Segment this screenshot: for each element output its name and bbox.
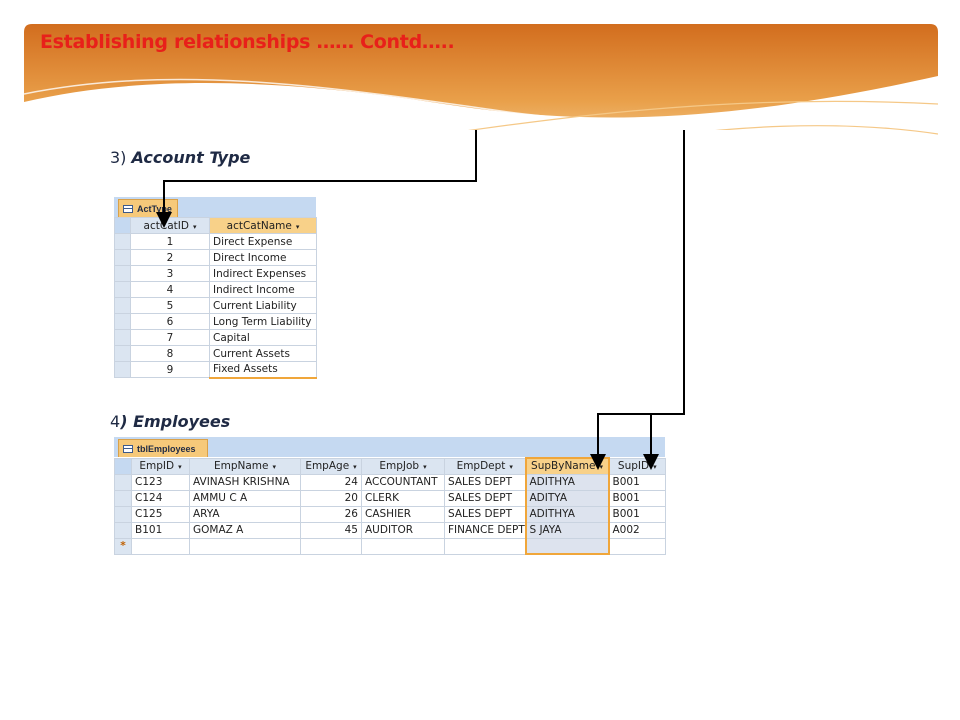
empage-cell[interactable]: 20 [301,490,362,506]
section-name: ) Employees [120,412,231,431]
slide-title: Establishing relationships …… Contd….. [40,31,455,53]
empdept-cell[interactable]: SALES DEPT [445,474,526,490]
actcatid-cell[interactable]: 3 [131,266,210,282]
column-header-empage[interactable]: EmpAge ▾ [301,458,362,474]
table-row[interactable] [115,490,666,506]
section-heading-employees [110,412,230,431]
table-row[interactable] [115,474,666,490]
table-row[interactable] [115,362,317,378]
tab-label: tblEmployees [137,443,196,454]
supid-cell[interactable]: A002 [609,522,666,538]
actcatname-cell[interactable]: Indirect Expenses [210,266,317,282]
empjob-cell[interactable]: CLERK [362,490,445,506]
row-selector[interactable] [115,474,132,490]
chevron-down-icon[interactable]: ▾ [295,222,300,231]
chevron-down-icon[interactable]: ▾ [192,222,197,231]
actcatid-cell[interactable]: 6 [131,314,210,330]
chevron-down-icon[interactable]: ▾ [272,463,277,471]
actcatid-cell[interactable]: 7 [131,330,210,346]
table-row[interactable] [115,522,666,538]
empjob-cell[interactable]: AUDITOR [362,522,445,538]
actcatname-cell[interactable]: Long Term Liability [210,314,317,330]
table-row[interactable] [115,250,317,266]
actcatname-cell[interactable]: Direct Expense [210,234,317,250]
table-row[interactable] [115,314,317,330]
supbyname-cell[interactable]: S JAYA [526,522,609,538]
empid-cell[interactable]: C125 [132,506,190,522]
supbyname-cell[interactable] [526,538,609,554]
row-selector[interactable] [115,506,132,522]
chevron-down-icon[interactable]: ▾ [599,463,603,472]
tab-acttype[interactable] [118,199,178,217]
empdept-cell[interactable] [445,538,526,554]
table-icon [123,445,133,453]
row-selector[interactable] [115,234,131,250]
empid-cell[interactable] [132,538,190,554]
section-number: 3) [110,148,127,167]
select-all-cell[interactable] [115,218,131,234]
row-selector[interactable] [115,314,131,330]
section-number: 4 [110,412,121,431]
section-name: Account Type [131,148,251,167]
arrow-to-supbyname [598,130,684,462]
table-row[interactable] [115,346,317,362]
table-row[interactable] [115,234,317,250]
column-header-actcatname[interactable]: actCatName ▾ [210,218,317,234]
column-header-empid[interactable]: EmpID ▾ [132,458,190,474]
tab-label: ActType [137,203,172,214]
empdept-cell[interactable]: FINANCE DEPT [445,522,526,538]
actcatname-cell[interactable]: Capital [210,330,317,346]
actcatname-cell[interactable]: Indirect Income [210,282,317,298]
table-row[interactable] [115,330,317,346]
column-header-actcatid[interactable]: actCatID ▾ [131,218,210,234]
new-record-row[interactable] [115,538,666,554]
column-header-empname[interactable]: EmpName ▾ [190,458,301,474]
actcatname-cell[interactable]: Direct Income [210,250,317,266]
supbyname-cell[interactable]: ADITHYA [526,474,609,490]
table-row[interactable] [115,282,317,298]
empid-cell[interactable]: B101 [132,522,190,538]
row-selector[interactable] [115,330,131,346]
actcatname-cell[interactable]: Current Liability [210,298,317,314]
row-selector[interactable] [115,490,132,506]
empname-cell[interactable]: AMMU C A [190,490,301,506]
table-icon [123,205,133,213]
empjob-cell[interactable]: CASHIER [362,506,445,522]
empage-cell[interactable]: 26 [301,506,362,522]
section-heading-account-type [110,148,250,167]
empname-cell[interactable]: GOMAZ A [190,522,301,538]
row-selector[interactable] [115,522,132,538]
column-header-supid[interactable]: SupID ▾ [609,458,666,474]
row-selector[interactable] [115,362,131,378]
empage-cell[interactable]: 45 [301,522,362,538]
empname-cell[interactable]: AVINASH KRISHNA [190,474,301,490]
supbyname-cell[interactable]: ADITHYA [526,506,609,522]
empname-cell[interactable] [190,538,301,554]
table-row[interactable] [115,298,317,314]
supid-cell[interactable]: B001 [609,490,666,506]
empage-cell[interactable] [301,538,362,554]
row-selector[interactable] [115,346,131,362]
actcatid-cell[interactable]: 2 [131,250,210,266]
supid-cell[interactable]: B001 [609,474,666,490]
actcatname-cell[interactable]: Current Assets [210,346,317,362]
chevron-down-icon[interactable]: ▾ [423,463,427,471]
empjob-cell[interactable]: ACCOUNTANT [362,474,445,490]
chevron-down-icon[interactable]: ▾ [178,463,182,471]
empname-cell[interactable]: ARYA [190,506,301,522]
supid-cell[interactable]: B001 [609,506,666,522]
column-header-supbyname[interactable]: SupByName ▾ [526,458,609,474]
empid-cell[interactable]: C124 [132,490,190,506]
table-row[interactable] [115,506,666,522]
row-selector[interactable] [115,250,131,266]
select-all-cell[interactable] [115,458,132,474]
supbyname-cell[interactable]: ADITYA [526,490,609,506]
empdept-cell[interactable]: SALES DEPT [445,490,526,506]
actcatid-cell[interactable]: 9 [131,362,210,378]
actcatid-cell[interactable]: 8 [131,346,210,362]
empid-cell[interactable]: C123 [132,474,190,490]
chevron-down-icon[interactable]: ▾ [509,463,513,471]
chevron-down-icon[interactable]: ▾ [653,463,657,471]
empdept-cell[interactable]: SALES DEPT [445,506,526,522]
actcatid-cell[interactable]: 5 [131,298,210,314]
tab-tblemployees[interactable] [118,439,208,457]
table-row[interactable] [115,266,317,282]
actcatname-cell[interactable]: Fixed Assets [210,362,317,378]
actcatid-cell[interactable]: 1 [131,234,210,250]
new-record-marker[interactable]: * [115,538,132,554]
row-selector[interactable] [115,266,131,282]
employees-table [114,457,666,555]
chevron-down-icon[interactable]: ▾ [353,463,357,471]
column-header-empdept[interactable]: EmpDept ▾ [445,458,526,474]
empjob-cell[interactable] [362,538,445,554]
acttype-table [114,217,317,379]
row-selector[interactable] [115,298,131,314]
column-header-empjob[interactable]: EmpJob ▾ [362,458,445,474]
row-selector[interactable] [115,282,131,298]
supid-cell[interactable] [609,538,666,554]
actcatid-cell[interactable]: 4 [131,282,210,298]
empage-cell[interactable]: 24 [301,474,362,490]
